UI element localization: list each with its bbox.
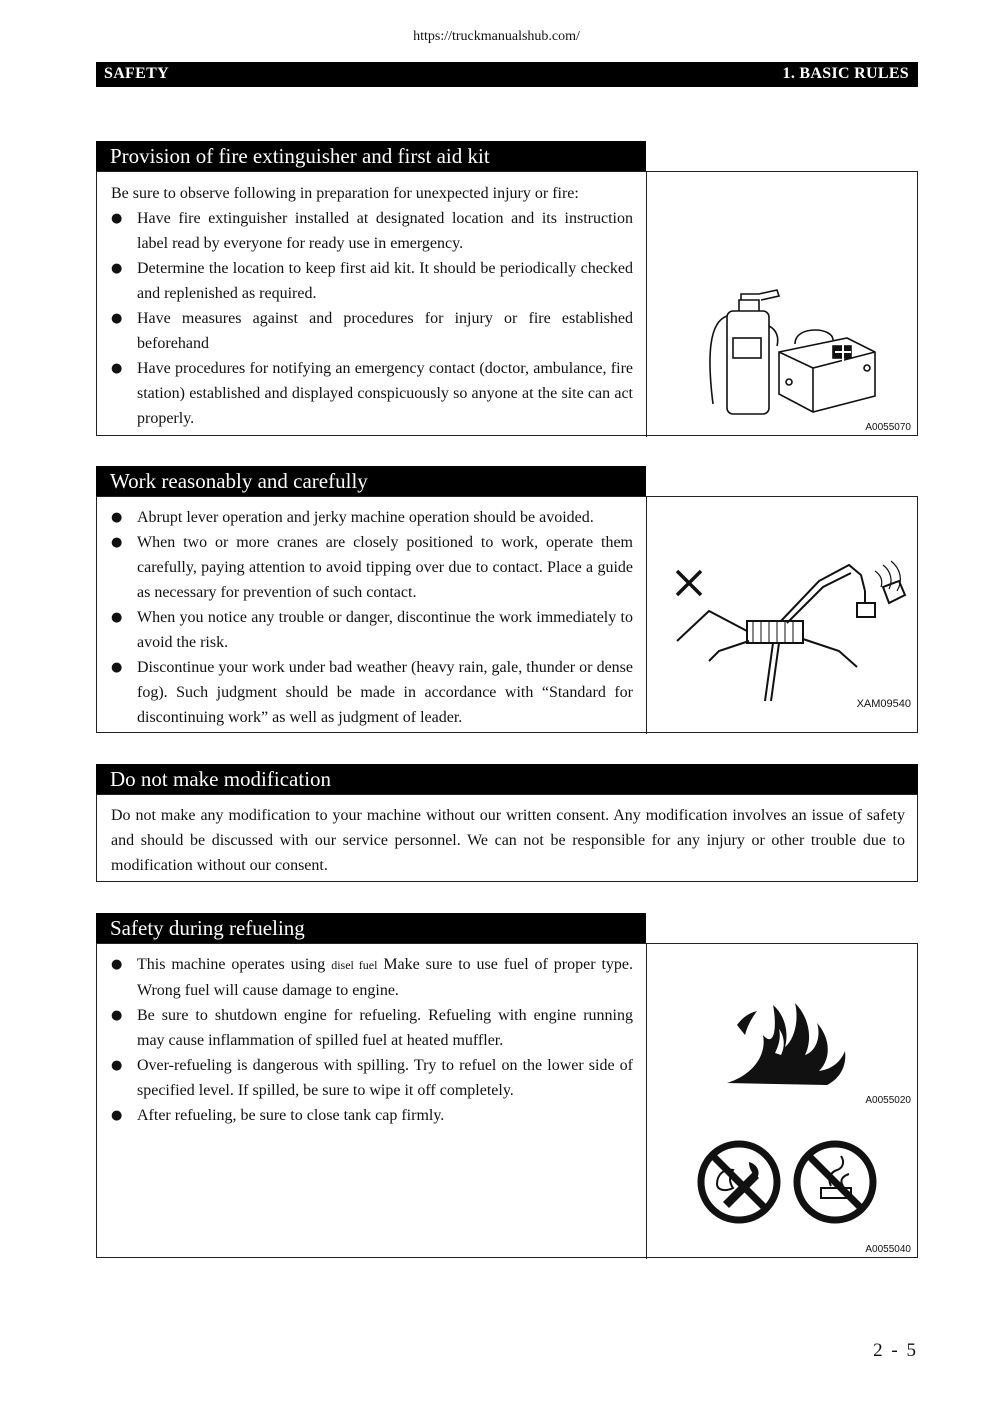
- figure-work: [646, 496, 919, 734]
- fuel-type: disel fuel: [331, 958, 378, 972]
- list-item: ● Have fire extinguisher installed at designated location and its instruction label read by everyone for ready use in emergency.: [111, 206, 633, 256]
- section-box-modification: [96, 794, 918, 882]
- figure-code: A0055070: [865, 421, 911, 433]
- item-text: This machine operates using: [137, 956, 332, 973]
- figure-code: A0055040: [865, 1243, 911, 1255]
- list-item: ● When two or more cranes are closely positioned to work, operate them carefully, paying attention to avoid tipping over due to contact. Place a guide as necessary for prevention of such contact.: [111, 530, 633, 605]
- no-open-flame-icon: [695, 1138, 783, 1226]
- list-item: [111, 952, 633, 1003]
- section-title-refuel: Safety during refueling: [96, 913, 646, 943]
- figure-code: A0055020: [865, 1094, 911, 1106]
- item-text: Make sure to use fuel of proper type. Wrong fuel will cause damage to engine.: [137, 956, 633, 999]
- header-chapter: 1. BASIC RULES: [782, 65, 909, 82]
- list-item: ● Abrupt lever operation and jerky machine operation should be avoided.: [111, 505, 633, 530]
- section-text-work: [97, 497, 647, 730]
- figure-code: XAM09540: [856, 697, 911, 710]
- list-item: ● Have measures against and procedures for injury or fire established beforehand: [111, 306, 633, 356]
- figure-fire: [646, 171, 919, 437]
- list-item: ● When you notice any trouble or danger, discontinue the work immediately to avoid the risk.: [111, 605, 633, 655]
- section-box-fire: [96, 171, 918, 436]
- list-item: ● After refueling, be sure to close tank cap firmly.: [111, 1103, 633, 1128]
- section-box-refuel: [96, 943, 918, 1258]
- page-number: 2 - 5: [873, 1340, 918, 1361]
- header-bar: [96, 62, 918, 87]
- section-text-fire: [97, 172, 647, 431]
- list-item: ● Be sure to shutdown engine for refueling. Refueling with engine running may cause inflammation of spilled fuel at heated muffler.: [111, 1003, 633, 1053]
- fire-extinguisher-and-first-aid-kit-icon: [697, 286, 882, 421]
- figure-refuel: [646, 943, 919, 1259]
- list-item: ● Have procedures for notifying an emergency contact (doctor, ambulance, fire station) established and displayed conspicuously so anyone at the site can act properly.: [111, 356, 633, 431]
- section-title-fire: Provision of fire extinguisher and first aid kit: [96, 141, 646, 171]
- no-smoking-icon: [791, 1138, 879, 1226]
- list-item: ● Discontinue your work under bad weather (heavy rain, gale, thunder or dense fog). Such judgment should be made in accordance with “Standard for discontinuing work” as well as judgment of leader.: [111, 655, 633, 730]
- flame-icon: [723, 995, 849, 1087]
- crane-contact-prohibited-icon: [669, 551, 919, 711]
- list-item: ● Determine the location to keep first aid kit. It should be periodically checked and replenished as required.: [111, 256, 633, 306]
- section-text-refuel: [97, 944, 647, 1128]
- intro-text: Be sure to observe following in preparation for unexpected injury or fire:: [111, 185, 579, 202]
- modification-body: Do not make any modification to your machine without our written consent. Any modification involves an issue of safety and should be discussed with our service personnel. We can not be responsible for any injury or other trouble due to modification without our consent.: [111, 807, 905, 874]
- list-item: ● Over-refueling is dangerous with spilling. Try to refuel on the lower side of specified level. If spilled, be sure to wipe it off completely.: [111, 1053, 633, 1103]
- section-title-work: Work reasonably and carefully: [96, 466, 646, 496]
- section-box-work: [96, 496, 918, 733]
- source-url: https://truckmanualshub.com/: [413, 29, 580, 44]
- header-section: SAFETY: [104, 65, 169, 82]
- section-title-modification: Do not make modification: [96, 764, 918, 794]
- section-text-modification: [97, 795, 917, 878]
